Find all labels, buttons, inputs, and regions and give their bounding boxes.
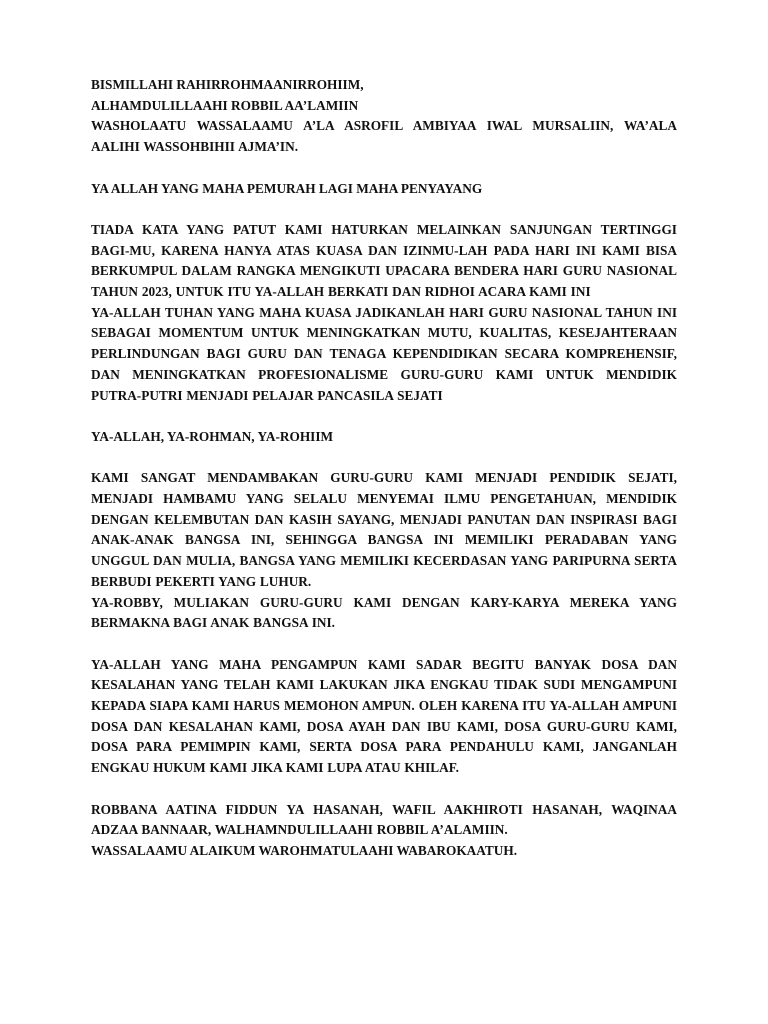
hope-paragraph-1: KAMI SANGAT MENDAMBAKAN GURU-GURU KAMI MENJADI PENDIDIK SEJATI, MENJADI HAMBAMU YANG SELALU MENYEMAI ILMU PENGETAHUAN, MENDIDIK DENGAN KELEMBUTAN DAN KASIH SAYANG, MENJADI PANUTAN DAN INSPIRASI BAGI ANAK-ANAK BANGSA INI, SEHINGGA BANGSA INI MEMILIKI PERADABAN YANG UNGGUL DAN MULIA, BANGSA YANG MEMILIKI KECERDASAN YANG PARIPURNA SERTA BERBUDI PEKERTI YANG LUHUR.	[91, 470, 677, 589]
praise-section	[91, 220, 677, 406]
closing-paragraph: ROBBANA AATINA FIDDUN YA HASANAH, WAFIL AAKHIROTI HASANAH, WAQINAA ADZAA BANNAAR, WALHAMNDULILLAAHI ROBBIL A’ALAMIIN.	[91, 801, 677, 838]
opening-line-basmalah: BISMILLAHI RAHIRROHMAANIRROHIIM,	[91, 77, 364, 92]
invocation-line-2: YA-ALLAH, YA-ROHMAN, YA-ROHIIM	[91, 428, 334, 444]
opening-sholawat-paragraph: WASHOLAATU WASSALAAMU A’LA ASROFIL AMBIYAA IWAL MURSALIIN, WA’ALA AALIHI WASSOHBIHII AJMA’IN.	[91, 118, 677, 155]
forgiveness-paragraph: YA-ALLAH YANG MAHA PENGAMPUN KAMI SADAR BEGITU BANYAK DOSA DAN KESALAHAN YANG TELAH KAMI LAKUKAN JIKA ENGKAU TIDAK SUDI MENGAMPUNI KEPADA SIAPA KAMI HARUS MEMOHON AMPUN. OLEH KARENA ITU YA-ALLAH AMPUNI DOSA DAN KESALAHAN KAMI, DOSA AYAH DAN IBU KAMI, DOSA GURU-GURU KAMI, DOSA PARA PEMIMPIN KAMI, SERTA DOSA PARA PENDAHULU KAMI, JANGANLAH ENGKAU HUKUM KAMI JIKA KAMI LUPA ATAU KHILAF.	[91, 656, 677, 776]
opening-section	[91, 75, 677, 158]
invocation-line-1: YA ALLAH YANG MAHA PEMURAH LAGI MAHA PENYAYANG	[91, 180, 483, 196]
hope-paragraph-2: YA-ROBBY, MULIAKAN GURU-GURU KAMI DENGAN KARY-KARYA MEREKA YANG BERMAKNA BAGI ANAK BANGSA INI.	[91, 594, 677, 631]
prayer-document	[91, 75, 677, 882]
invocation-heading-2	[91, 427, 677, 448]
opening-line-hamdalah: ALHAMDULILLAAHI ROBBIL AA’LAMIIN	[91, 97, 359, 113]
closing-section	[91, 800, 677, 862]
praise-paragraph-2: YA-ALLAH TUHAN YANG MAHA KUASA JADIKANLAH HARI GURU NASIONAL TAHUN INI SEBAGAI MOMENTUM UNTUK MENINGKATKAN MUTU, KUALITAS, KESEJAHTERAAN PERLINDUNGAN BAGI GURU DAN TENAGA KEPENDIDIKAN SECARA KOMPREHENSIF, DAN MENINGKATKAN PROFESIONALISME GURU-GURU KAMI UNTUK MENDIDIK PUTRA-PUTRI MENJADI PELAJAR PANCASILA SEJATI	[91, 304, 677, 403]
hope-section	[91, 468, 677, 634]
praise-paragraph-1: TIADA KATA YANG PATUT KAMI HATURKAN MELAINKAN SANJUNGAN TERTINGGI BAGI-MU, KARENA HANYA ATAS KUASA DAN IZINMU-LAH PADA HARI INI KAMI BISA BERKUMPUL DALAM RANGKA MENGIKUTI UPACARA BENDERA HARI GURU NASIONAL TAHUN 2023, UNTUK ITU YA-ALLAH BERKATI DAN RIDHOI ACARA KAMI INI	[91, 221, 677, 299]
invocation-heading-1	[91, 179, 677, 200]
closing-salam-line: WASSALAAMU ALAIKUM WAROHMATULAAHI WABAROKAATUH.	[91, 842, 518, 858]
forgiveness-section	[91, 655, 677, 779]
